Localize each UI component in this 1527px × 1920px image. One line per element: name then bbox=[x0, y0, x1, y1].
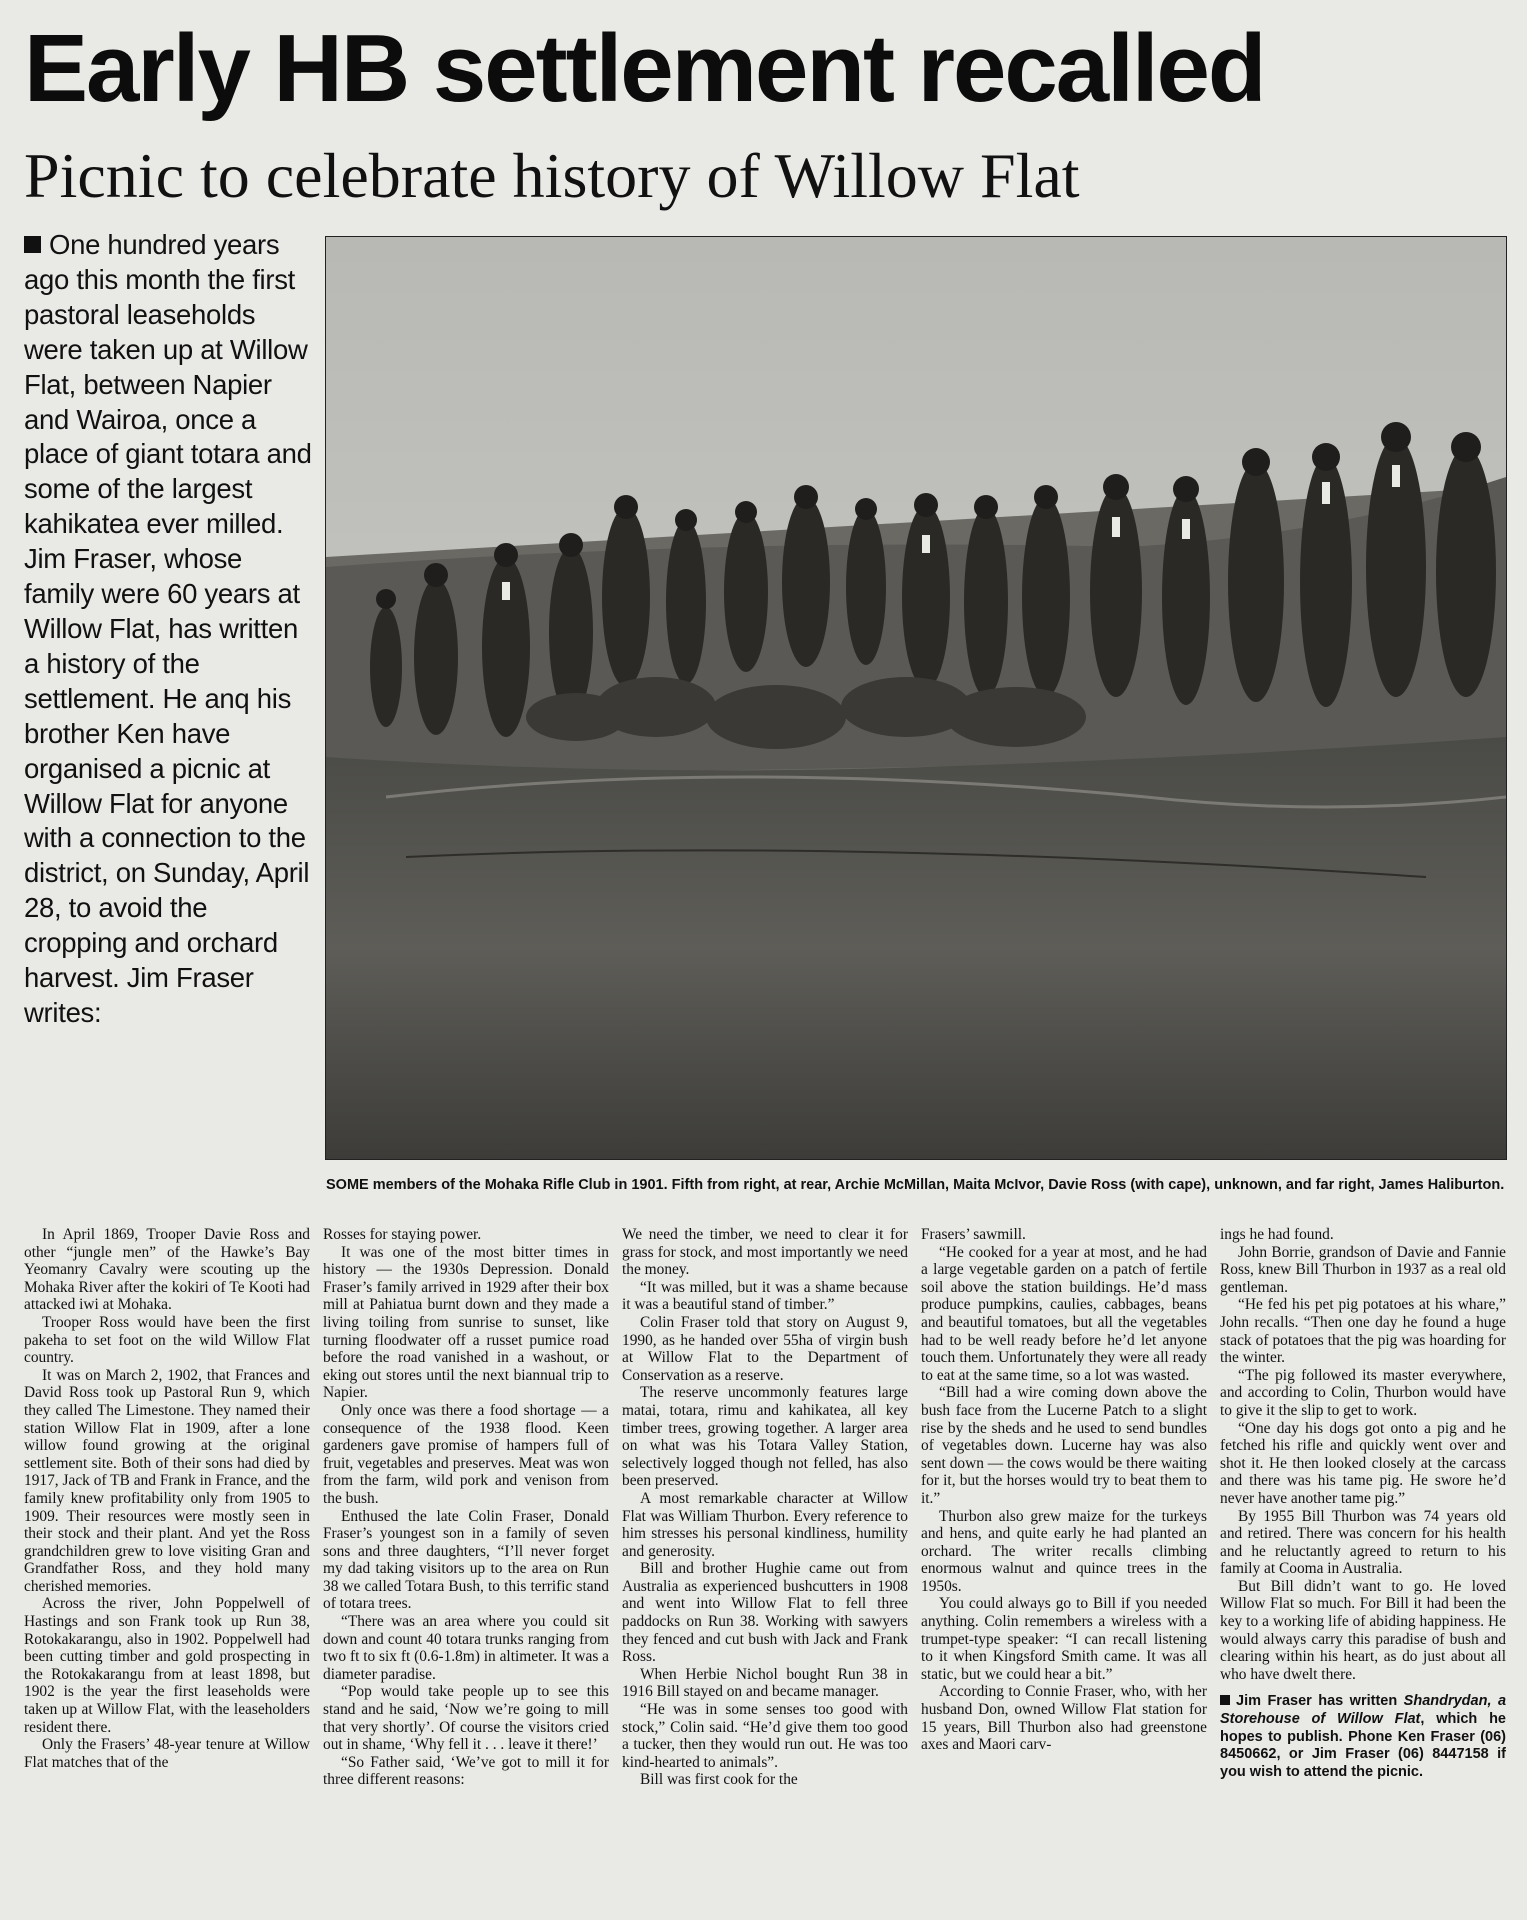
bullet-square-icon bbox=[24, 236, 41, 253]
article-column-3 bbox=[622, 1226, 908, 1916]
group-photo-image bbox=[326, 237, 1506, 1159]
paragraph: “It was milled, but it was a shame because it was a beautiful stand of timber.” bbox=[622, 1278, 908, 1314]
article-column-1 bbox=[24, 1226, 310, 1916]
paragraph: The reserve uncommonly features large matai, totara, rimu and kahikatea, all key timber trees, growing together. A larger area on what was his Totara Valley Station, selectively logged though not felled, has also been preserved. bbox=[622, 1384, 908, 1490]
paragraph: Enthused the late Colin Fraser, Donald Fraser’s youngest son in a family of seven sons and three daughters, “I’ll never forget my dad taking visitors up to the area on Run 38 we called Totara Bush, to this terrific stand of totara trees. bbox=[323, 1507, 609, 1613]
paragraph: It was one of the most bitter times in history — the 1930s Depression. Donald Fraser’s family arrived in 1929 after their box mill at Pahiatua burnt down and they made a living toiling from sunrise to sunset, like turning floodwater off a russet pumice road before the road vanished in a washout, or eking out stores until the next biannual trip to Napier. bbox=[323, 1243, 609, 1402]
author-footnote bbox=[1220, 1693, 1506, 1781]
paragraph: According to Connie Fraser, who, with her husband Don, owned Willow Flat station for 15 years, Bill Thurbon also had greenstone axes and Maori carv- bbox=[921, 1683, 1207, 1754]
paragraph: John Borrie, grandson of Davie and Fannie Ross, knew Bill Thurbon in 1937 as a real old gentleman. bbox=[1220, 1243, 1506, 1296]
paragraph: But Bill didn’t want to go. He loved Willow Flat so much. For Bill it had been the key to a working life of abiding happiness. He would always carry this paradise of bush and clearing within his heart, as do just about all who have dwelt there. bbox=[1220, 1577, 1506, 1683]
paragraph: It was on March 2, 1902, that Frances and David Ross took up Pastoral Run 9, which they called The Limestone. They named their station Willow Flat in 1909, after a lone willow found growing at the original settlement site. Both of their sons had died by 1917, Jack of TB and Frank in France, and the family knew profitability only from 1905 to 1909. Their resources were mostly seen in their stock and their plant. And yet the Ross grandchildren grew to love visiting Gran and Grandfather Ross, and they hold many cherished memories. bbox=[24, 1366, 310, 1595]
paragraph: Rosses for staying power. bbox=[323, 1226, 482, 1243]
paragraph: “He fed his pet pig potatoes at his whare,” John recalls. “Then one day he found a huge stack of potatoes that the pig was hoarding for the winter. bbox=[1220, 1296, 1506, 1367]
paragraph: We need the timber, we need to clear it for grass for stock, and most importantly we need the money. bbox=[622, 1226, 908, 1279]
footnote-rest: , which he hopes to publish. Phone Ken Fraser (06) 8450662, or Jim Fraser (06) 8447158 if you wish to attend the picnic. bbox=[1220, 1711, 1506, 1780]
paragraph: ings he had found. bbox=[1220, 1226, 1334, 1243]
paragraph: “He was in some senses too good with stock,” Colin said. “He’d give them too good a tucker, then they would run out. He was too kind-hearted to animals”. bbox=[622, 1701, 908, 1771]
subheadline: Picnic to celebrate history of Willow Flat bbox=[24, 140, 1080, 211]
paragraph: In April 1869, Trooper Davie Ross and other “jungle men” of the Hawke’s Bay Yeomanry Cavalry were scouting up the Mohaka River after the kokiri of Te Kooti had attacked iwi at Mohaka. bbox=[24, 1226, 310, 1314]
book-title: Shandrydan, a Storehouse of Willow Flat bbox=[1220, 1693, 1506, 1728]
paragraph: Colin Fraser told that story on August 9, 1990, as he handed over 55ha of virgin bush at Willow Flat to the Department of Conservation as a reserve. bbox=[622, 1313, 908, 1384]
footnote-lead: Jim Fraser has written bbox=[1236, 1693, 1398, 1710]
article-body bbox=[24, 1226, 1506, 1916]
bullet-square-icon bbox=[1220, 1695, 1230, 1705]
paragraph: “Bill had a wire coming down above the bush face from the Lucerne Patch to a slight rise by the sheds and he used to send bundles of vegetables down. Lucerne hay was also sent down — the cows would be there waiting for it, but the horses would try to beat them to it.” bbox=[921, 1384, 1207, 1507]
paragraph: “There was an area where you could sit down and count 40 totara trunks ranging from two ft to six ft (0.6-1.8m) in altimeter. It was a diameter paradise. bbox=[323, 1613, 609, 1683]
paragraph: “He cooked for a year at most, and he had a large vegetable garden on a patch of fertile soil above the station buildings. He’d mass produce pumpkins, caulies, cabbages, beans and beautiful tomatoes, but all the vegetables had to be well ready before he’d let anyone touch them. Unfortunately they were all ready to eat at the same time, so a lot was wasted. bbox=[921, 1243, 1207, 1384]
historic-group-photo bbox=[325, 236, 1507, 1160]
paragraph: Trooper Ross would have been the first pakeha to set foot on the wild Willow Flat country. bbox=[24, 1313, 310, 1367]
paragraph: Bill was first cook for the bbox=[640, 1771, 798, 1789]
paragraph: Thurbon also grew maize for the turkeys and hens, and quite early he had planted an orchard. The writer recalls climbing enormous walnut and quince trees in the 1950s. bbox=[921, 1507, 1207, 1595]
paragraph: Only the Frasers’ 48-year tenure at Willow Flat matches that of the bbox=[24, 1736, 310, 1771]
paragraph: By 1955 Bill Thurbon was 74 years old and retired. There was concern for his health and he reluctantly agreed to return to his family at Cooma in Australia. bbox=[1220, 1507, 1506, 1578]
paragraph: “One day his dogs got onto a pig and he fetched his rifle and quickly went over and shot it. He then looked closely at the carcass and there was his tame pig. He swore he’d never have another tame pig.” bbox=[1220, 1419, 1506, 1507]
photo-caption: SOME members of the Mohaka Rifle Club in 1901. Fifth from right, at rear, Archie McMillan, Maita McIvor, Davie Ross (with cape), unknown, and far right, James Haliburton. bbox=[326, 1177, 1505, 1193]
paragraph: You could always go to Bill if you needed anything. Colin remembers a wireless with a trumpet-type speaker: “I can recall listening to it when Kingsford Smith came. It was all static, but we could hear a bit.” bbox=[921, 1595, 1207, 1683]
paragraph: A most remarkable character at Willow Flat was William Thurbon. Every reference to him stresses his personal kindliness, humility and generosity. bbox=[622, 1489, 908, 1560]
paragraph: When Herbie Nichol bought Run 38 in 1916 Bill stayed on and became manager. bbox=[622, 1665, 908, 1701]
paragraph: Bill and brother Hughie came out from Australia as experienced bushcutters in 1908 and went into Willow Flat to fell three paddocks on Run 38. Working with sawyers they fenced and cut bush with Jack and Frank Ross. bbox=[622, 1560, 908, 1666]
headline: Early HB settlement recalled bbox=[24, 15, 1265, 122]
paragraph: “Pop would take people up to see this stand and he said, ‘Now we’re going to mill that very shortly’. Of course the visitors cried out in shame, ‘Why fell it . . . leave it there!’ bbox=[323, 1683, 609, 1754]
paragraph: “So Father said, ‘We’ve got to mill it for three different reasons: bbox=[323, 1753, 609, 1789]
article-column-2 bbox=[323, 1226, 609, 1916]
intro-paragraph bbox=[24, 228, 314, 1031]
paragraph: “The pig followed its master everywhere, and according to Colin, Thurbon would have to give it the slip to get to work. bbox=[1220, 1366, 1506, 1419]
intro-text: One hundred years ago this month the first pastoral leaseholds were taken up at Willow Flat, between Napier and Wairoa, once a place of giant totara and some of the largest kahikatea ever milled. Jim Fraser, whose family were 60 years at Willow Flat, has written a history of the settlement. He anq his brother Ken have organised a picnic at Willow Flat for anyone with a connection to the district, on Sunday, April 28, to avoid the cropping and orchard harvest. Jim Fraser writes: bbox=[24, 229, 312, 1028]
paragraph: Frasers’ sawmill. bbox=[921, 1226, 1026, 1243]
article-column-4 bbox=[921, 1226, 1207, 1916]
paragraph: Only once was there a food shortage — a consequence of the 1938 flood. Keen gardeners gave promise of hampers full of fruit, vegetables and preserves. Meat was won from the farm, wild pork and venison from the bush. bbox=[323, 1401, 609, 1507]
article-column-5 bbox=[1220, 1226, 1506, 1916]
paragraph: Across the river, John Poppelwell of Hastings and son Frank took up Run 38, Rotokakarangu, also in 1902. Poppelwell had been cutting timber and gold prospecting in the Rotokakarangu from at least 1898, but 1902 is the year the first leaseholds were taken up at Willow Flat, with the leaseholders resident there. bbox=[24, 1595, 310, 1736]
